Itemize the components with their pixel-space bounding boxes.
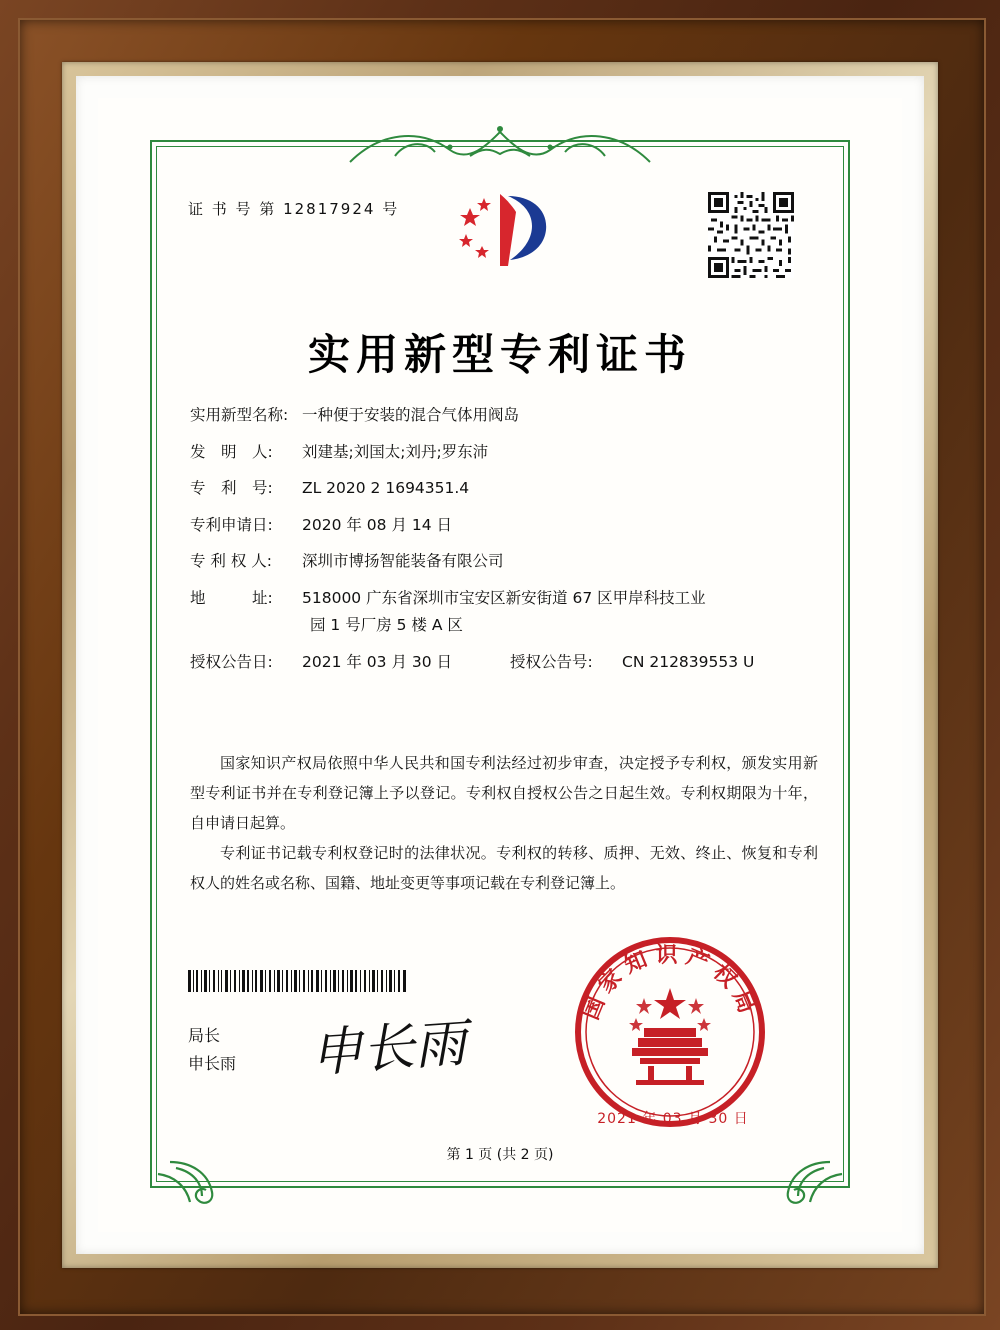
official-seal-icon — [570, 932, 770, 1132]
field-label: 专 利 权 人: — [190, 552, 273, 570]
certificate-fields — [190, 408, 820, 680]
field-patentee — [190, 554, 820, 570]
page-title: 实用新型专利证书 — [307, 330, 692, 379]
field-label: 授权公告号: — [510, 652, 593, 671]
field-label: 发 明 人: — [190, 442, 273, 461]
field-value: 深圳市博扬智能装备有限公司 — [302, 552, 504, 570]
cnipa-logo-icon — [448, 188, 568, 274]
field-value: 一种便于安装的混合气体用阀岛 — [302, 406, 520, 424]
barcode-icon — [188, 970, 408, 992]
field-label: 地 址: — [190, 588, 273, 607]
qr-code-icon — [708, 192, 794, 278]
svg-text:国家知识产权局: 国家知识产权局 — [578, 943, 762, 1024]
certificate-number: 证 书 号 第 12817924 号 — [188, 200, 400, 218]
field-label: 专利申请日: — [190, 515, 273, 534]
director-name: 申长雨 — [188, 1054, 237, 1073]
field-patent-number — [190, 481, 820, 497]
director-block — [188, 1022, 236, 1078]
field-grant-date — [190, 652, 510, 671]
field-value: ZL 2020 2 1694351.4 — [302, 479, 470, 497]
body-paragraph-1: 国家知识产权局依照中华人民共和国专利法经过初步审查，决定授予专利权，颁发实用新型专利证书并在专利登记簿上予以登记。专利权自授权公告之日起生效。专利权期限为十年，自申请日起算。 — [190, 754, 818, 832]
field-value: 2021 年 03 月 30 日 — [302, 652, 453, 671]
certificate-document — [98, 98, 902, 1232]
field-value: CN 212839553 U — [622, 652, 755, 671]
field-value: 2020 年 08 月 14 日 — [302, 515, 453, 534]
field-label: 专 利 号: — [190, 479, 273, 497]
certificate-content — [150, 140, 850, 1188]
field-label: 授权公告日: — [190, 652, 273, 671]
field-value-line2: 园 1 号厂房 5 楼 A 区 — [310, 616, 463, 634]
field-grant-row — [190, 652, 820, 671]
body-paragraph-2: 专利证书记载专利权登记时的法律状况。专利权的转移、质押、无效、终止、恢复和专利权人的姓名或名称、国籍、地址变更等事项记载在专利登记簿上。 — [190, 844, 818, 892]
field-inventors — [190, 442, 820, 461]
page-number: 第 1 页 (共 2 页) — [446, 1147, 554, 1163]
director-label: 局长 — [188, 1026, 221, 1045]
certificate-body-text — [190, 748, 818, 898]
field-value: 518000 广东省深圳市宝安区新安街道 67 区甲岸科技工业 — [302, 588, 706, 607]
seal-date: 2021 年 03 月 30 日 — [597, 1111, 749, 1127]
field-utility-model-name — [190, 408, 820, 424]
handwritten-signature: 申长雨 — [308, 1013, 469, 1085]
field-value: 刘建基;刘国太;刘丹;罗东沛 — [302, 442, 489, 461]
field-label: 实用新型名称: — [190, 406, 289, 424]
field-application-date — [190, 515, 820, 534]
field-address — [190, 588, 820, 634]
field-grant-number — [510, 652, 755, 671]
